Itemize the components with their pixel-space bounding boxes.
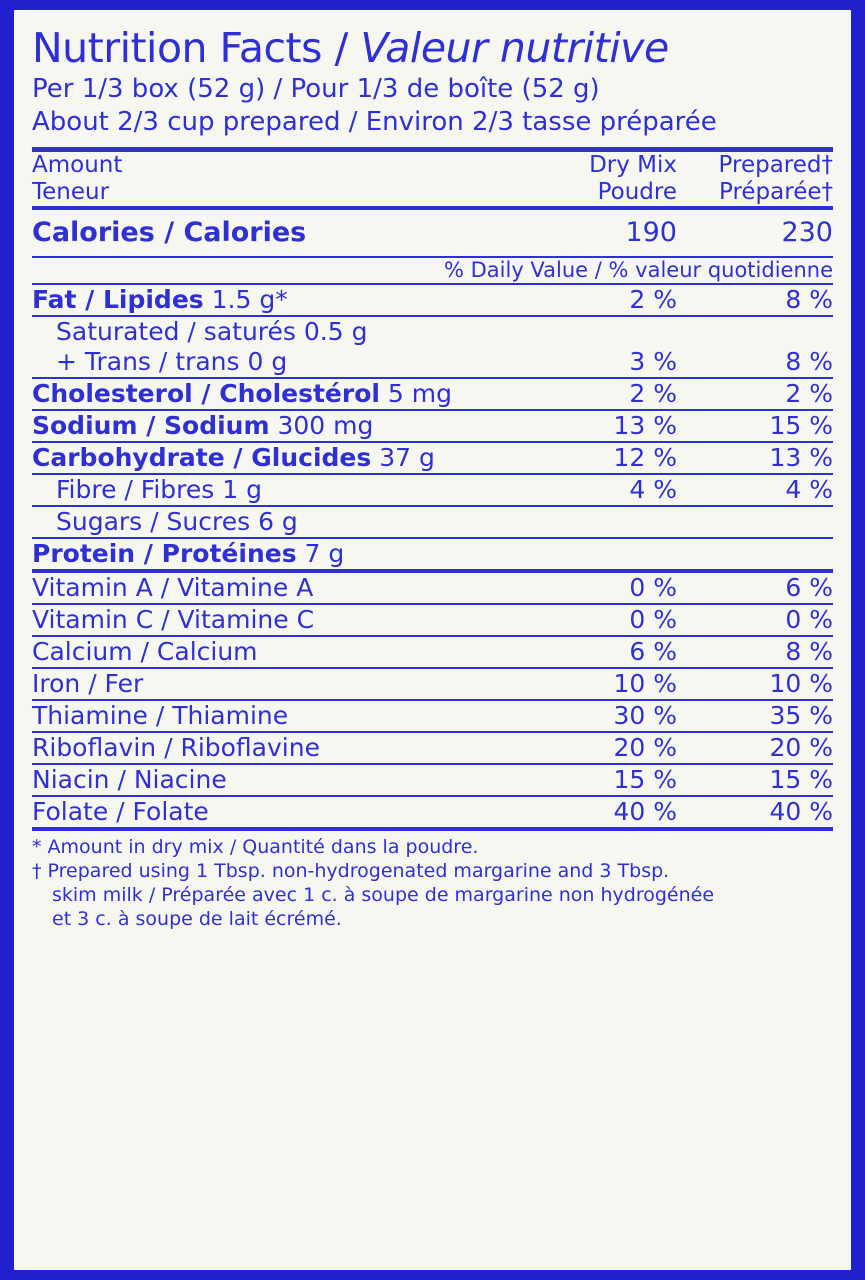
sodium-dry-value: 13 % (613, 411, 677, 440)
cholesterol-prepared-value: 2 % (785, 379, 833, 408)
header-prepared (677, 152, 833, 206)
riboflavin-dry-value: 20 % (613, 733, 677, 762)
page-title (32, 24, 833, 72)
vitamin-c-dry-value: 0 % (629, 605, 677, 634)
title-english: Nutrition Facts (32, 24, 322, 72)
riboflavin-prepared-value: 20 % (769, 733, 833, 762)
calories-prepared-value: 230 (781, 217, 833, 248)
carbohydrate-label (32, 443, 502, 473)
calcium-dry-value: 6 % (629, 637, 677, 666)
iron-dry-value: 10 % (613, 669, 677, 698)
vitamin-a-prepared-value: 6 % (785, 573, 833, 602)
row-fat (32, 285, 833, 315)
sugars-dry-value (502, 507, 677, 537)
cholesterol-label-amount: 5 mg (379, 379, 452, 408)
header-dry-mix-en: Dry Mix (589, 152, 677, 178)
riboflavin-label: Riboflavin / Riboflavine (32, 733, 320, 762)
calcium-prepared-value: 8 % (785, 637, 833, 666)
protein-dry-value (502, 539, 677, 569)
calories-label: Calories / Calories (32, 217, 307, 248)
protein-label-bold: Protein / Protéines (32, 539, 297, 568)
row-vitamin-c (32, 605, 833, 635)
calories-dry-value: 190 (625, 217, 677, 248)
title-french: Valeur nutritive (360, 24, 669, 72)
iron-label: Iron / Fer (32, 669, 144, 698)
saturated-label: Saturated / saturés 0.5 g (56, 317, 368, 346)
serving-size-line-1: Per 1/3 box (52 g) / Pour 1/3 de boîte (52 g) (32, 74, 600, 104)
divider-bottom (32, 827, 833, 831)
thiamine-label: Thiamine / Thiamine (32, 701, 289, 730)
header-amount-en: Amount (32, 152, 123, 178)
saturated-trans-label (32, 317, 502, 377)
table-header-row (32, 152, 833, 206)
folate-dry-value: 40 % (613, 797, 677, 826)
nutrition-facts-panel (14, 10, 851, 1270)
fibre-label-amount: 1 g (214, 475, 262, 504)
cholesterol-label (32, 379, 502, 409)
header-amount-fr: Teneur (32, 179, 110, 205)
cholesterol-dry-value: 2 % (629, 379, 677, 408)
header-dry-mix-fr: Poudre (597, 179, 677, 205)
niacin-dry-value: 15 % (613, 765, 677, 794)
sodium-label-bold: Sodium / Sodium (32, 411, 270, 440)
sodium-prepared-value: 15 % (769, 411, 833, 440)
protein-label (32, 539, 502, 569)
folate-prepared-value: 40 % (769, 797, 833, 826)
protein-label-amount: 7 g (296, 539, 345, 568)
row-cholesterol (32, 379, 833, 409)
row-carbohydrate (32, 443, 833, 473)
footnotes (32, 835, 833, 931)
serving-size-line-2: About 2/3 cup prepared / Environ 2/3 tasse préparée (32, 107, 717, 137)
thiamine-dry-value: 30 % (613, 701, 677, 730)
row-folate (32, 797, 833, 827)
sugars-label: Sugars / Sucres 6 g (56, 507, 298, 536)
iron-prepared-value: 10 % (769, 669, 833, 698)
carbohydrate-dry-value: 12 % (613, 443, 677, 472)
footnote-dagger-line2: skim milk / Préparée avec 1 c. à soupe de margarine non hydrogénée (52, 884, 715, 906)
calcium-label: Calcium / Calcium (32, 637, 258, 666)
row-sodium (32, 411, 833, 441)
fat-dry-value: 2 % (629, 285, 677, 314)
fibre-label-bold: Fibre / Fibres (56, 475, 215, 504)
row-saturated-trans (32, 317, 833, 377)
niacin-label: Niacin / Niacine (32, 765, 227, 794)
folate-label: Folate / Folate (32, 797, 209, 826)
fibre-dry-value: 4 % (629, 475, 677, 504)
fat-label-bold: Fat / Lipides (32, 285, 204, 314)
vitamin-a-label: Vitamin A / Vitamine A (32, 573, 314, 602)
row-riboflavin (32, 733, 833, 763)
footnote-dagger-line1: † Prepared using 1 Tbsp. non-hydrogenated margarine and 3 Tbsp. (32, 860, 670, 882)
nutrition-table (32, 152, 833, 831)
row-calcium (32, 637, 833, 667)
sodium-label-amount: 300 mg (269, 411, 374, 440)
carbohydrate-label-bold: Carbohydrate / Glucides (32, 443, 372, 472)
row-fibre (32, 475, 833, 505)
row-thiamine (32, 701, 833, 731)
vitamin-a-dry-value: 0 % (629, 573, 677, 602)
vitamin-c-label: Vitamin C / Vitamine C (32, 605, 315, 634)
cholesterol-label-bold: Cholesterol / Cholestérol (32, 379, 380, 408)
header-dry-mix (502, 152, 677, 206)
niacin-prepared-value: 15 % (769, 765, 833, 794)
header-prepared-en: Prepared† (718, 152, 833, 178)
carbohydrate-label-amount: 37 g (371, 443, 435, 472)
title-separator: / (321, 24, 361, 72)
row-niacin (32, 765, 833, 795)
protein-prepared-value (677, 539, 833, 569)
sugars-prepared-value (677, 507, 833, 537)
saturated-prepared-value: 8 % (785, 347, 833, 376)
fibre-prepared-value: 4 % (785, 475, 833, 504)
fat-prepared-value: 8 % (785, 285, 833, 314)
row-calories (32, 210, 833, 256)
saturated-dry-value: 3 % (629, 347, 677, 376)
footnote-dagger-line3: et 3 c. à soupe de lait écrémé. (52, 908, 342, 930)
fat-label (32, 285, 502, 315)
row-iron (32, 669, 833, 699)
header-amount (32, 152, 502, 206)
footnote-asterisk: * Amount in dry mix / Quantité dans la poudre. (32, 836, 479, 858)
fibre-label (32, 475, 502, 505)
vitamin-c-prepared-value: 0 % (785, 605, 833, 634)
sodium-label (32, 411, 502, 441)
row-daily-value-header (32, 258, 833, 283)
row-protein (32, 539, 833, 569)
fat-label-amount: 1.5 g* (203, 285, 288, 314)
row-sugars (32, 507, 833, 537)
thiamine-prepared-value: 35 % (769, 701, 833, 730)
carbohydrate-prepared-value: 13 % (769, 443, 833, 472)
daily-value-header: % Daily Value / % valeur quotidienne (443, 258, 833, 282)
header-prepared-fr: Préparée† (718, 179, 833, 205)
trans-label: + Trans / trans 0 g (56, 347, 288, 376)
row-vitamin-a (32, 573, 833, 603)
